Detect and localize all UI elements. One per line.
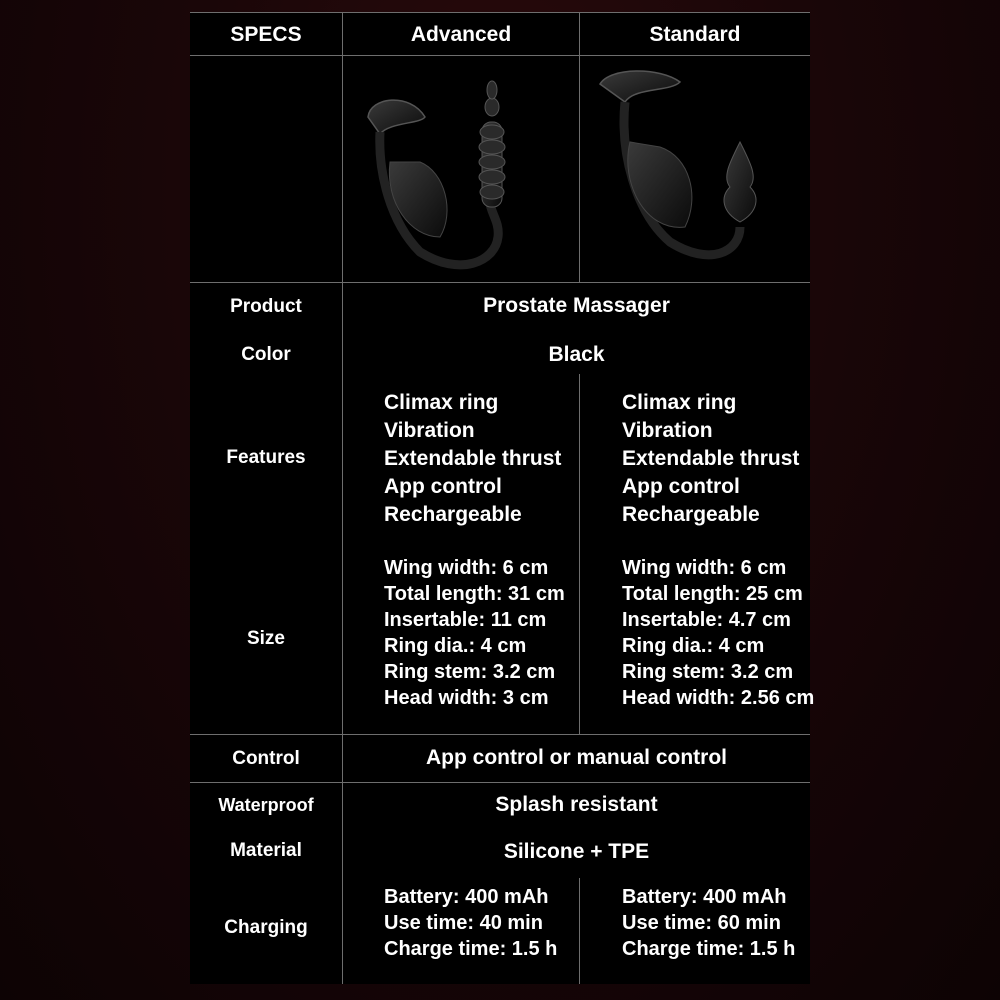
- grid-line: [190, 782, 810, 783]
- list-item: Charge time: 1.5 h: [622, 938, 796, 960]
- header-advanced: Advanced: [410, 23, 512, 46]
- label-color: Color: [241, 344, 291, 365]
- charging-advanced-list: [384, 884, 557, 962]
- standard-product-image: [590, 62, 805, 277]
- header-standard: Standard: [649, 23, 741, 46]
- list-item: Extendable thrust: [622, 447, 800, 470]
- list-item: Ring dia.: 4 cm: [384, 635, 527, 657]
- list-item: Wing width: 6 cm: [622, 557, 787, 579]
- list-item: Ring dia.: 4 cm: [622, 635, 765, 657]
- label-product: Product: [230, 296, 302, 317]
- label-material: Material: [230, 840, 302, 861]
- list-item: Charge time: 1.5 h: [384, 938, 558, 960]
- value-color: Black: [548, 343, 605, 366]
- list-item: Insertable: 11 cm: [384, 609, 547, 631]
- value-product: Prostate Massager: [483, 294, 670, 317]
- grid-line: [579, 878, 580, 984]
- advanced-product-image: [350, 62, 575, 277]
- charging-standard-list: [622, 884, 795, 962]
- label-features: Features: [226, 447, 306, 468]
- list-item: Climax ring: [622, 391, 737, 414]
- list-item: Total length: 31 cm: [384, 583, 565, 605]
- list-item: Rechargeable: [622, 503, 760, 526]
- value-material: Silicone + TPE: [503, 840, 650, 863]
- grid-line: [190, 282, 810, 283]
- list-item: Use time: 60 min: [622, 912, 781, 934]
- value-control: App control or manual control: [425, 746, 727, 769]
- header-specs: SPECS: [230, 23, 302, 46]
- size-advanced-list: [384, 555, 565, 711]
- grid-line: [579, 374, 580, 734]
- list-item: App control: [622, 475, 740, 498]
- list-item: App control: [384, 475, 502, 498]
- list-item: Use time: 40 min: [384, 912, 543, 934]
- grid-line: [190, 734, 810, 735]
- list-item: Head width: 2.56 cm: [622, 687, 815, 709]
- list-item: Head width: 3 cm: [384, 687, 549, 709]
- list-item: Battery: 400 mAh: [622, 886, 787, 908]
- value-waterproof: Splash resistant: [495, 793, 658, 816]
- label-control: Control: [232, 748, 300, 769]
- list-item: Wing width: 6 cm: [384, 557, 549, 579]
- list-item: Climax ring: [384, 391, 499, 414]
- features-standard-list: [622, 389, 799, 529]
- list-item: Total length: 25 cm: [622, 583, 803, 605]
- list-item: Insertable: 4.7 cm: [622, 609, 791, 631]
- list-item: Ring stem: 3.2 cm: [622, 661, 794, 683]
- grid-line: [190, 12, 810, 13]
- label-waterproof: Waterproof: [218, 794, 314, 815]
- list-item: Extendable thrust: [384, 447, 562, 470]
- list-item: Battery: 400 mAh: [384, 886, 549, 908]
- list-item: Vibration: [384, 419, 475, 442]
- label-charging: Charging: [224, 917, 308, 938]
- list-item: Rechargeable: [384, 503, 522, 526]
- size-standard-list: [622, 555, 814, 711]
- list-item: Vibration: [622, 419, 713, 442]
- label-size: Size: [246, 628, 286, 649]
- list-item: Ring stem: 3.2 cm: [384, 661, 556, 683]
- specs-table: [190, 12, 815, 984]
- features-advanced-list: [384, 389, 561, 529]
